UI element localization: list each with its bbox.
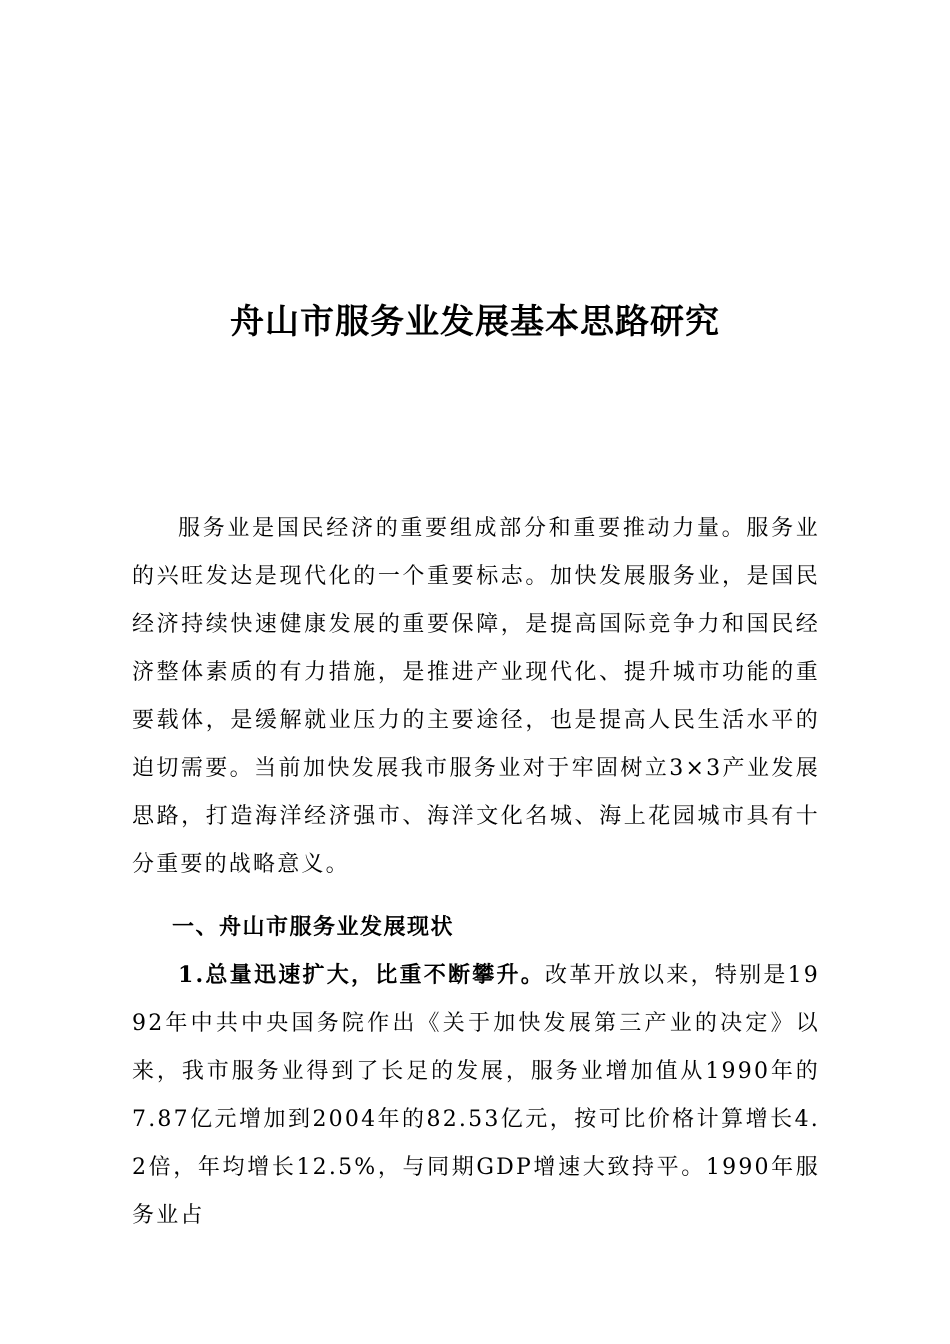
section-heading: 一、舟山市服务业发展现状 (172, 914, 455, 940)
intro-paragraph: 服务业是国民经济的重要组成部分和重要推动力量。服务业的兴旺发达是现代化的一个重要标志。加快发展服务业，是国民经济持续快速健康发展的重要保障，是提高国际竞争力和国民经济整体素质的有力措施，是推进产业现代化、提升城市功能的重要载体，是缓解就业压力的主要途径，也是提高人民生活水平的迫切需要。当前加快发展我市服务业对于牢固树立3×3产业发展思路，打造海洋经济强市、海洋文化名城、海上花园城市具有十分重要的战略意义。 (132, 516, 820, 877)
paragraph-lead: 1.总量迅速扩大，比重不断攀升。 (178, 962, 546, 988)
document-title: 舟山市服务业发展基本思路研究 (230, 302, 720, 342)
section-paragraph (132, 951, 820, 1240)
paragraph-text: 改革开放以来，特别是1992年中共中央国务院作出《关于加快发展第三产业的决定》以来，我市服务业得到了长足的发展，服务业增加值从1990年的7.87亿元增加到2004年的82.53亿元，按可比价格计算增长4.2倍，年均增长12.5%，与同期GDP增速大致持平。1990年服务业占 (132, 963, 820, 1228)
